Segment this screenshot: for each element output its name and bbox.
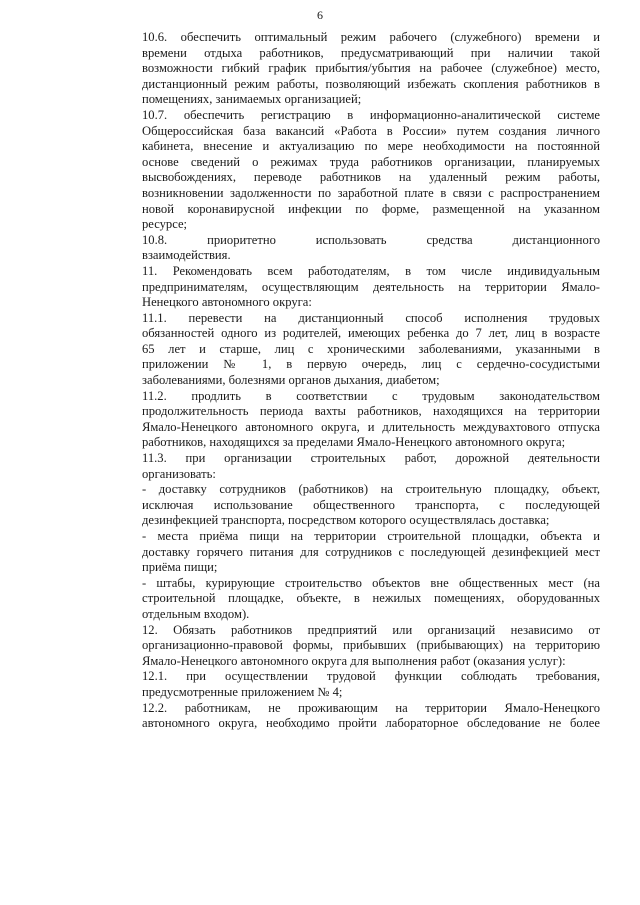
document-body <box>118 30 600 732</box>
text-line: работников, находящихся за пределами Ямало-Ненецкого автономного округа; <box>142 435 566 450</box>
paragraph <box>118 623 600 670</box>
paragraph <box>118 701 600 732</box>
paragraph <box>118 233 600 264</box>
text-line: дистанционный режим работы, позволяющий избежать скопления работников в <box>142 76 600 91</box>
text-line: организовать: <box>142 466 216 481</box>
text-line: 11.3. при организации строительных работ, дорожной деятельности <box>142 451 600 466</box>
paragraph <box>118 264 600 311</box>
text-line: 10.7. обеспечить регистрацию в информационно-аналитической системе <box>142 107 600 122</box>
text-line: Ямало-Ненецкого автономного округа для выполнения работ (оказания услуг): <box>142 653 566 668</box>
text-line: Общероссийская база вакансий «Работа в России» путем создания личного <box>142 123 600 138</box>
text-line: Ямало-Ненецкого автономного округа, и длительность междувахтового отпуска <box>142 419 600 434</box>
text-line: 12.2. работникам, не проживающим на территории Ямало-Ненецкого <box>142 700 600 715</box>
text-line: 10.8. приоритетно использовать средства дистанционного <box>142 232 600 247</box>
paragraph <box>118 389 600 451</box>
text-line: - штабы, курирующие строительство объектов вне общественных мест (на <box>142 575 600 590</box>
text-line: - доставку сотрудников (работников) на строительную площадку, объект, <box>142 482 600 497</box>
text-line: ресурсе; <box>142 217 188 232</box>
text-line: возникновении задолженности по заработной плате в связи с распространением <box>142 185 600 200</box>
paragraph <box>118 576 600 623</box>
text-line: кабинета, внесение и актуализацию по мере необходимости на постоянной <box>142 139 600 154</box>
text-line: предусмотренные приложением № 4; <box>142 684 343 699</box>
text-line: отдельным входом). <box>142 606 250 621</box>
text-line: приложении № 1, в первую очередь, лиц с сердечно-сосудистыми <box>142 357 600 372</box>
paragraph <box>118 529 600 576</box>
text-line: помещениях, занимаемых организацией; <box>142 92 362 107</box>
text-line: времени отдыха работников, предусматривающий при наличии такой <box>142 45 600 60</box>
paragraph <box>118 669 600 700</box>
text-line: Ненецкого автономного округа: <box>142 295 312 310</box>
text-line: заболеваниями, болезнями органов дыхания, диабетом; <box>142 373 440 388</box>
paragraph <box>118 482 600 529</box>
text-line: обязанностей одного из родителей, имеющих ребенка до 7 лет, лиц в возрасте <box>142 326 600 341</box>
paragraph <box>118 108 600 233</box>
text-line: основе сведений о режимах труда работников организации, планируемых <box>142 154 600 169</box>
text-line: 11.2. продлить в соответствии с трудовым законодательством <box>142 388 600 403</box>
text-line: 12.1. при осуществлении трудовой функции соблюдать требования, <box>142 669 600 684</box>
text-line: возможности гибкий график прибытия/убытия на рабочее (служебное) место, <box>142 61 600 76</box>
text-line: 65 лет и старше, лиц с хроническими заболеваниями, указанными в <box>142 341 600 356</box>
text-line: исключая использование общественного транспорта, с последующей <box>142 497 600 512</box>
text-line: 10.6. обеспечить оптимальный режим рабочего (служебного) времени и <box>142 30 600 44</box>
page-number: 6 <box>317 8 323 22</box>
text-line: 11. Рекомендовать всем работодателям, в том числе индивидуальным <box>142 263 600 278</box>
text-line: - места приёма пищи на территории строительной площадки, объекта и <box>142 529 600 543</box>
text-line: продолжительность периода вахты работников, находящихся на территории <box>142 404 600 419</box>
paragraph <box>118 30 600 108</box>
text-line: автономного округа, необходимо пройти лабораторное обследование не более <box>142 716 600 731</box>
text-line: взаимодействия. <box>142 248 231 263</box>
text-line: 12. Обязать работников предприятий или организаций независимо от <box>142 622 600 637</box>
text-line: дезинфекцией транспорта, посредством которого осуществлялась доставка; <box>142 513 550 528</box>
text-line: 11.1. перевести на дистанционный способ исполнения трудовых <box>142 310 600 325</box>
text-line: доставку горячего питания для сотрудников с последующей дезинфекцией мест <box>142 544 600 559</box>
text-line: организационно-правовой формы, прибывших (прибывающих) на территорию <box>142 638 600 653</box>
text-line: предпринимателям, осуществляющим деятельность на территории Ямало- <box>142 279 600 294</box>
text-line: строительной площадке, объекте, в нежилых помещениях, оборудованных <box>142 591 600 606</box>
text-line: новой коронавирусной инфекции по форме, размещенной на указанном <box>142 201 600 216</box>
paragraph <box>118 311 600 389</box>
paragraph <box>118 451 600 482</box>
text-line: приёма пищи; <box>142 560 218 575</box>
text-line: высвобождениях, переводе работников на удаленный режим работы, <box>142 170 600 185</box>
